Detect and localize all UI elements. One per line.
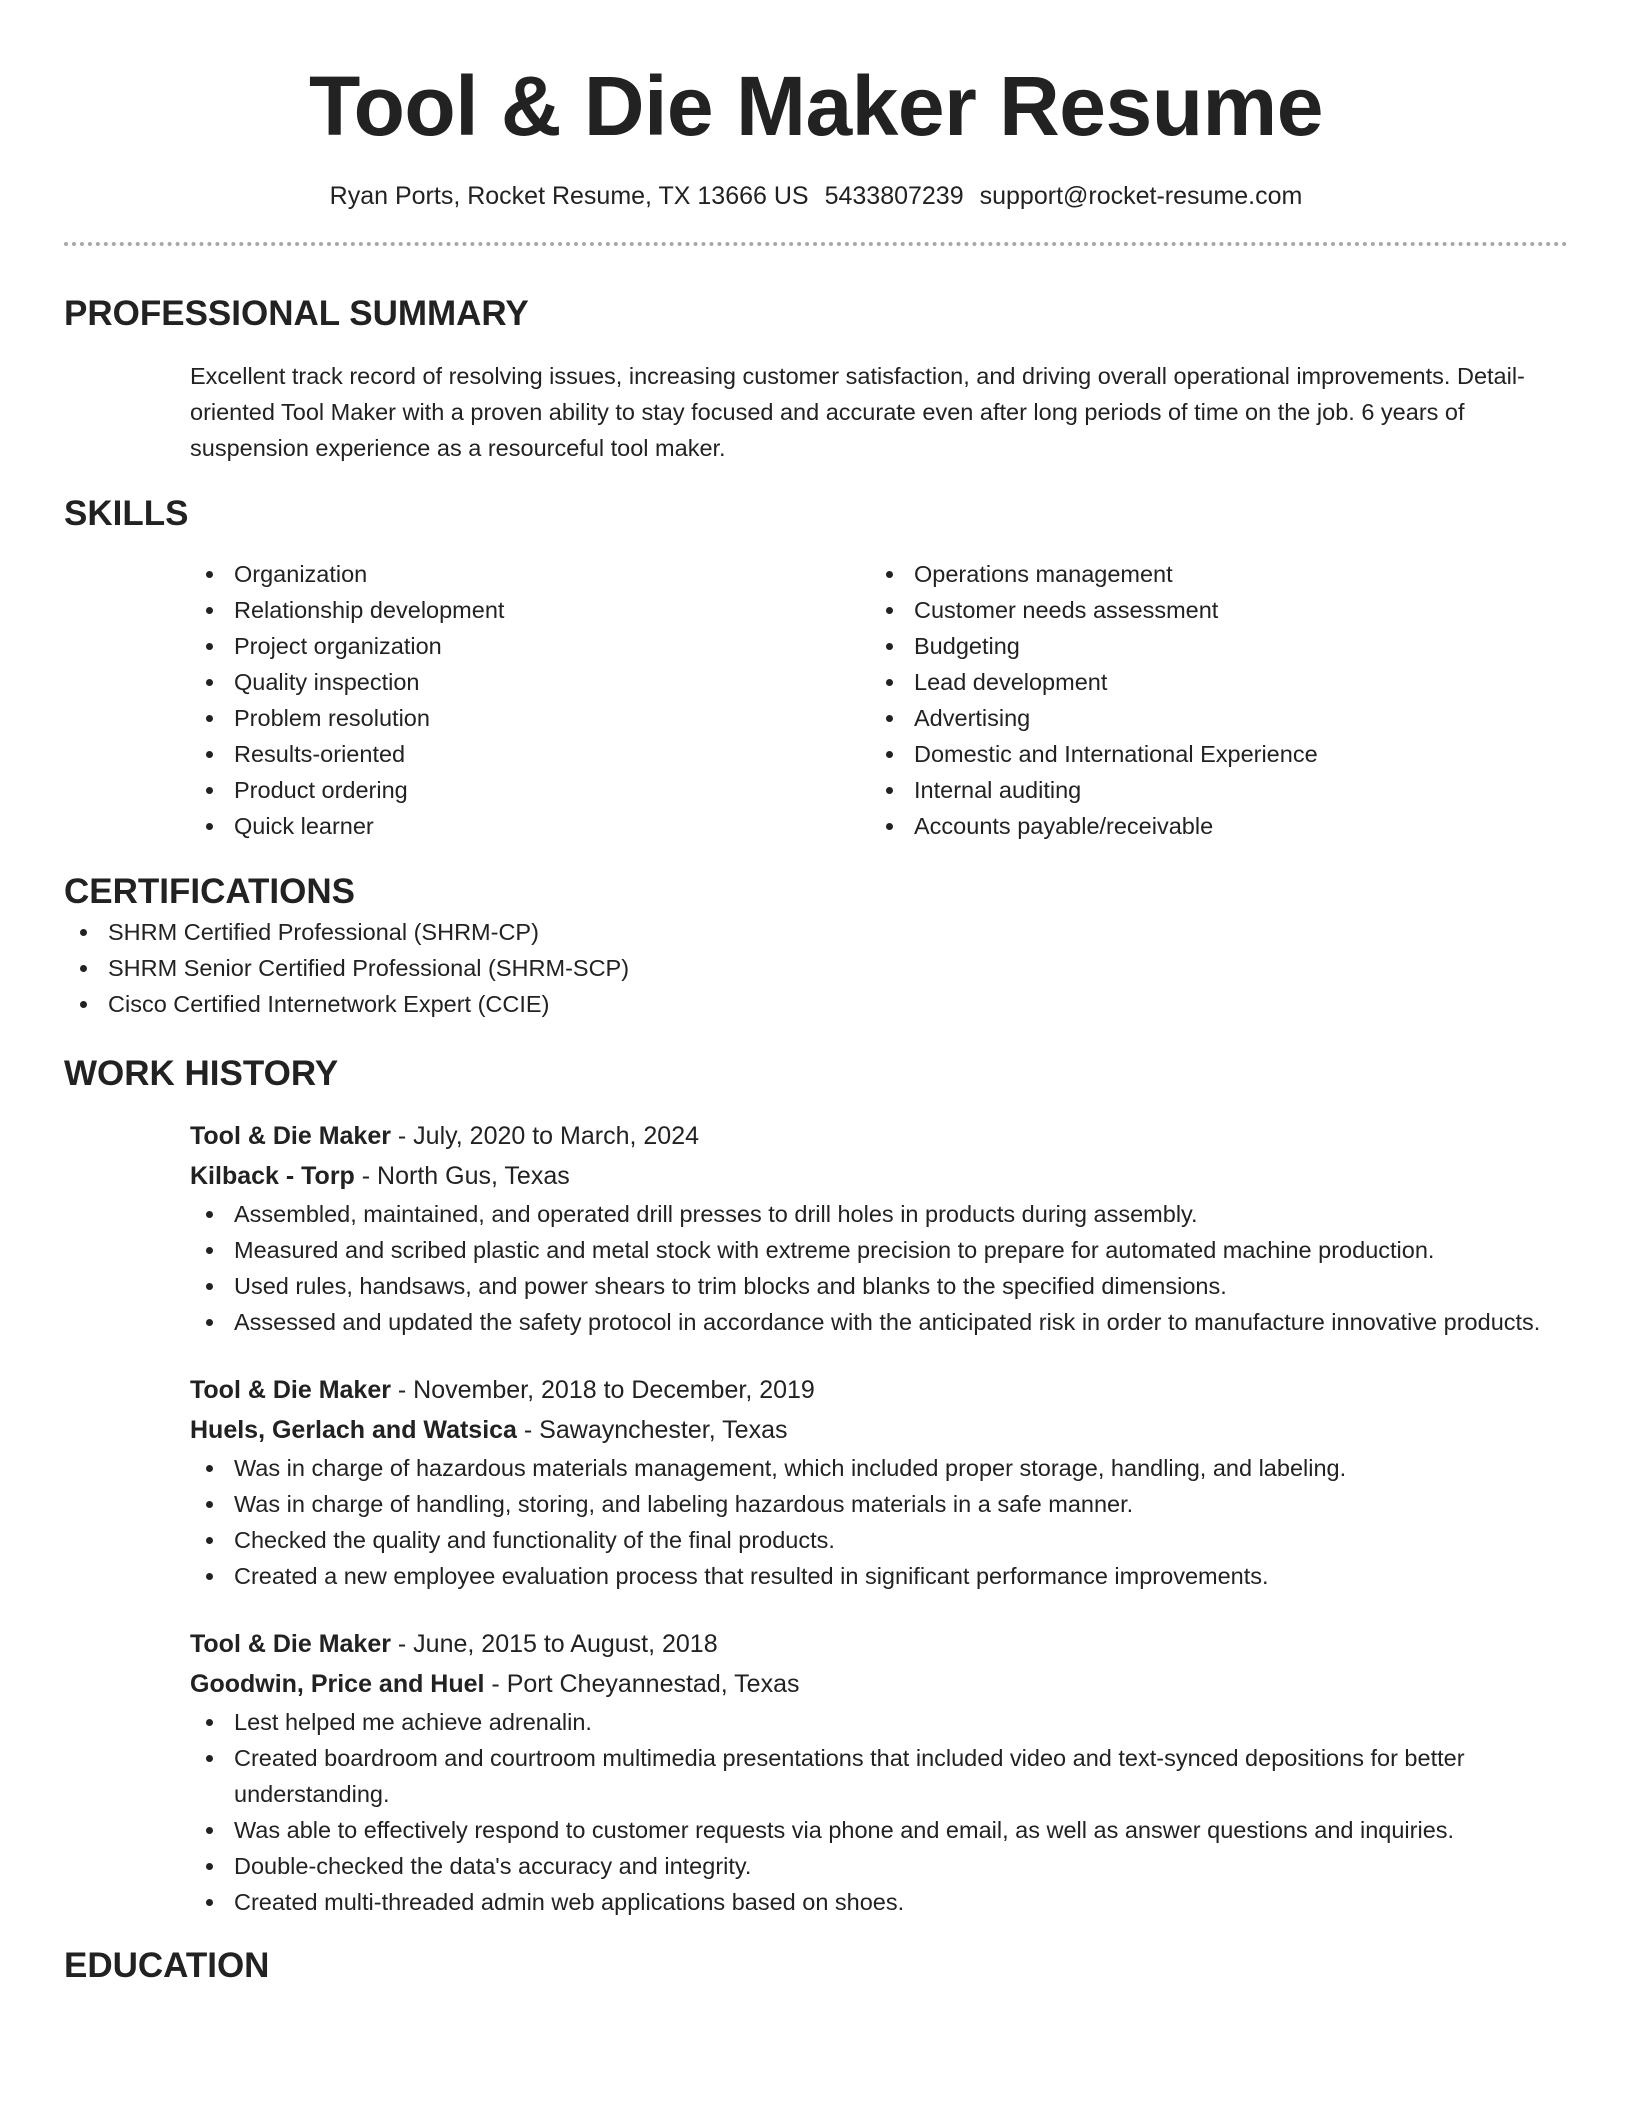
job-company-line (190, 1664, 1568, 1704)
certifications-heading: CERTIFICATIONS (64, 872, 356, 911)
contact-address: Ryan Ports, Rocket Resume, TX 13666 US (329, 182, 809, 210)
job-entry (190, 1116, 1568, 1340)
list-item: Accounts payable/receivable (870, 808, 1550, 844)
job-dates: - June, 2015 to August, 2018 (390, 1630, 718, 1658)
list-item: Assembled, maintained, and operated drill presses to drill holes in products during assembly. (190, 1196, 1610, 1232)
summary-text: Excellent track record of resolving issues, increasing customer satisfaction, and driving overall operational improvements. Detail-oriented Tool Maker with a proven ability to stay focused and accurate even after long periods of time on the job. 6 years of suspension experience as a resourceful tool maker. (190, 363, 1525, 461)
list-item: Was in charge of hazardous materials management, which included proper storage, handling, and labeling. (190, 1450, 1610, 1486)
contact-email: support@rocket-resume.com (979, 182, 1303, 210)
list-item: Created a new employee evaluation process that resulted in significant performance improvements. (190, 1558, 1610, 1594)
job-role-line (190, 1624, 1568, 1664)
list-item: Results-oriented (190, 736, 870, 772)
job-role: Tool & Die Maker (190, 1376, 391, 1404)
list-item: Operations management (870, 556, 1550, 592)
resume-title: Tool & Die Maker Resume (309, 59, 1323, 153)
list-item: SHRM Senior Certified Professional (SHRM-SCP) (64, 950, 1568, 986)
list-item: Product ordering (190, 772, 870, 808)
list-item: Assessed and updated the safety protocol in accordance with the anticipated risk in order to manufacture innovative products. (190, 1304, 1610, 1340)
list-item: Domestic and International Experience (870, 736, 1550, 772)
contact-line (64, 180, 1568, 212)
list-item: Quality inspection (190, 664, 870, 700)
job-bullets (190, 1704, 1610, 1920)
header-divider (64, 242, 1568, 246)
list-item: Used rules, handsaws, and power shears to trim blocks and blanks to the specified dimensions. (190, 1268, 1610, 1304)
job-company: Goodwin, Price and Huel (190, 1670, 485, 1698)
job-company: Kilback - Torp (190, 1162, 355, 1190)
list-item: Lest helped me achieve adrenalin. (190, 1704, 1610, 1740)
job-company-line (190, 1410, 1568, 1450)
job-location: - Sawaynchester, Texas (516, 1416, 788, 1444)
list-item: Created boardroom and courtroom multimedia presentations that included video and text-synced depositions for better understanding. (190, 1740, 1610, 1812)
work-history-heading: WORK HISTORY (64, 1054, 339, 1093)
contact-phone: 5433807239 (824, 182, 964, 210)
list-item: Double-checked the data's accuracy and integrity. (190, 1848, 1610, 1884)
skills-grid (190, 556, 1568, 844)
list-item: Project organization (190, 628, 870, 664)
summary-heading: PROFESSIONAL SUMMARY (64, 294, 529, 333)
list-item: Checked the quality and functionality of the final products. (190, 1522, 1610, 1558)
job-bullets (190, 1450, 1610, 1594)
job-role-line (190, 1116, 1568, 1156)
job-entry (190, 1370, 1568, 1594)
skills-left-column (190, 556, 870, 844)
skills-heading: SKILLS (64, 494, 189, 533)
job-dates: - November, 2018 to December, 2019 (390, 1376, 815, 1404)
job-bullets (190, 1196, 1610, 1340)
list-item: Measured and scribed plastic and metal stock with extreme precision to prepare for automated machine production. (190, 1232, 1610, 1268)
list-item: Was able to effectively respond to customer requests via phone and email, as well as answer questions and inquiries. (190, 1812, 1610, 1848)
job-entry (190, 1624, 1568, 1920)
list-item: Customer needs assessment (870, 592, 1550, 628)
list-item: Quick learner (190, 808, 870, 844)
list-item: Was in charge of handling, storing, and labeling hazardous materials in a safe manner. (190, 1486, 1610, 1522)
certifications-list (64, 914, 1568, 1022)
job-role: Tool & Die Maker (190, 1122, 391, 1150)
skills-right-column (870, 556, 1550, 844)
list-item: Cisco Certified Internetwork Expert (CCIE) (64, 986, 1568, 1022)
skills-right-list (870, 556, 1550, 844)
job-location: - North Gus, Texas (354, 1162, 570, 1190)
list-item: Organization (190, 556, 870, 592)
resume-page (64, 0, 1568, 1988)
list-item: Budgeting (870, 628, 1550, 664)
job-role-line (190, 1370, 1568, 1410)
job-location: - Port Cheyannestad, Texas (484, 1670, 800, 1698)
list-item: SHRM Certified Professional (SHRM-CP) (64, 914, 1568, 950)
list-item: Created multi-threaded admin web applications based on shoes. (190, 1884, 1610, 1920)
list-item: Internal auditing (870, 772, 1550, 808)
list-item: Problem resolution (190, 700, 870, 736)
skills-left-list (190, 556, 870, 844)
list-item: Lead development (870, 664, 1550, 700)
education-heading: EDUCATION (64, 1946, 270, 1985)
job-company-line (190, 1156, 1568, 1196)
list-item: Relationship development (190, 592, 870, 628)
job-role: Tool & Die Maker (190, 1630, 391, 1658)
list-item: Advertising (870, 700, 1550, 736)
job-company: Huels, Gerlach and Watsica (190, 1416, 517, 1444)
job-dates: - July, 2020 to March, 2024 (390, 1122, 700, 1150)
